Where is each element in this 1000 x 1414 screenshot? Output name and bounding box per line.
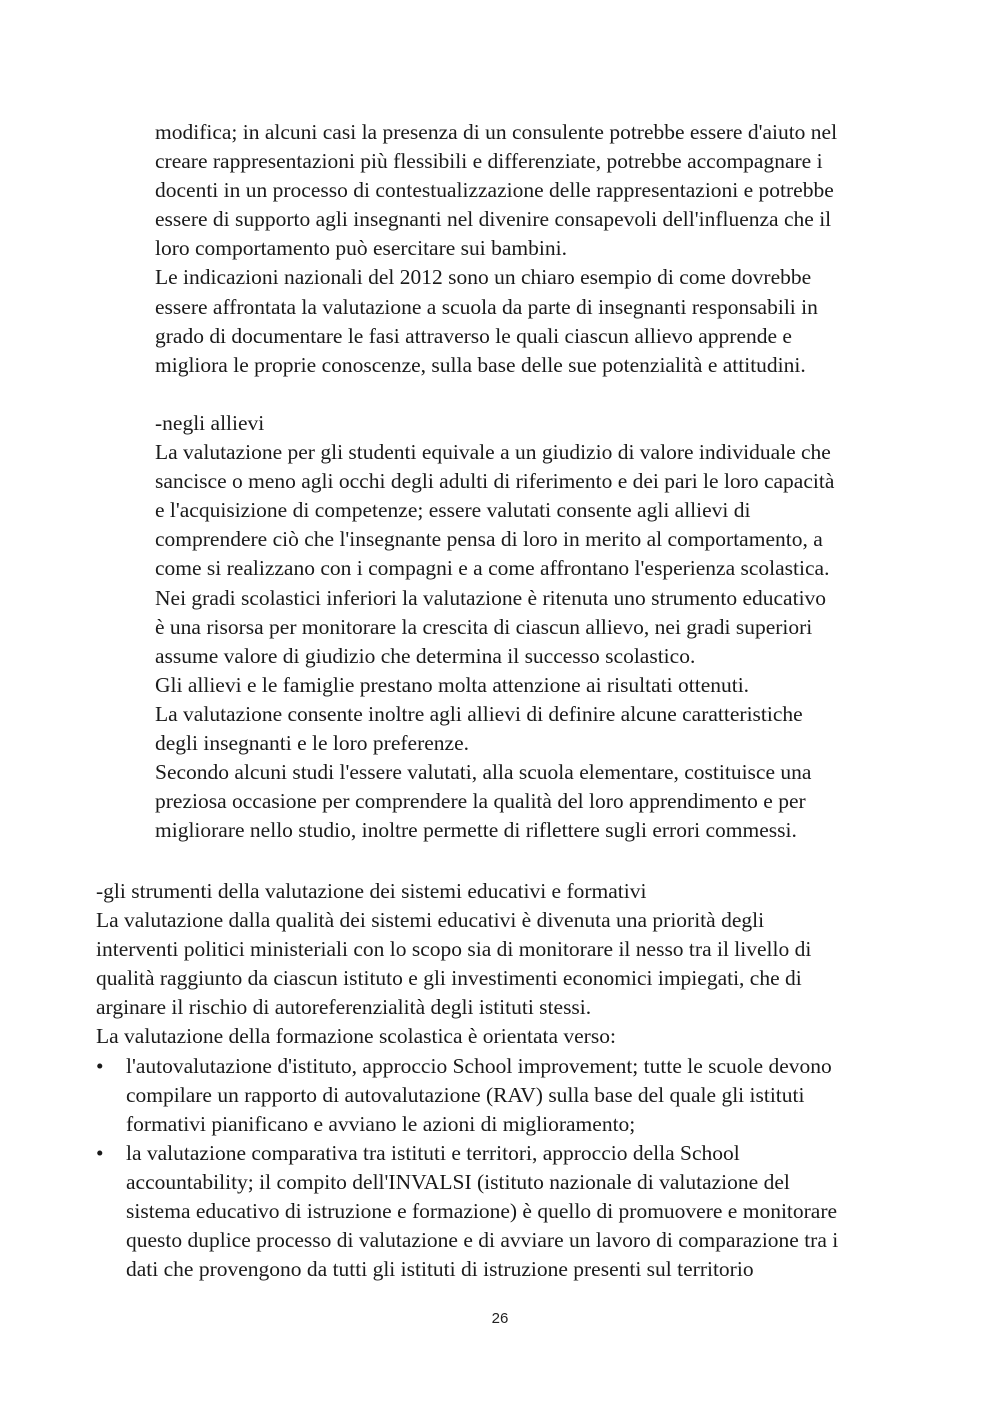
- text-line: preziosa occasione per comprendere la qualità del loro apprendimento e per: [155, 789, 806, 814]
- text-line: formativi pianificano e avviano le azioni di miglioramento;: [126, 1111, 636, 1136]
- page-number: 26: [491, 1310, 509, 1327]
- text-line: assume valore di giudizio che determina il successo scolastico.: [155, 643, 696, 668]
- text-line: creare rappresentazioni più flessibili e differenziate, potrebbe accompagnare i: [155, 149, 823, 174]
- text-line: essere affrontata la valutazione a scuola da parte di insegnanti responsabili in: [155, 294, 818, 319]
- text-line: dati che provengono da tutti gli istituti di istruzione presenti sul territorio: [126, 1257, 754, 1282]
- text-line: docenti in un processo di contestualizzazione delle rappresentazioni e potrebbe: [155, 178, 834, 203]
- teachers-section: [155, 118, 915, 845]
- text-line: e l'acquisizione di competenze; essere valutati consente agli allievi di: [155, 498, 751, 523]
- text-line: accountability; il compito dell'INVALSI (istituto nazionale di valutazione del: [126, 1169, 790, 1194]
- bullet-item-comparative-evaluation: [96, 1139, 916, 1284]
- section-heading-tools: -gli strumenti della valutazione dei sistemi educativi e formativi: [96, 879, 647, 903]
- text-line: grado di documentare le fasi attraverso le quali ciascun allievo apprende e: [155, 323, 792, 348]
- text-line: migliorare nello studio, inoltre permette di riflettere sugli errori commessi.: [155, 818, 797, 843]
- text-line: Gli allievi e le famiglie prestano molta attenzione ai risultati ottenuti.: [155, 672, 750, 697]
- text-line: Le indicazioni nazionali del 2012 sono un chiaro esempio di come dovrebbe: [155, 265, 812, 290]
- text-line: migliora le proprie conoscenze, sulla base delle sue potenzialità e attitudini.: [155, 352, 806, 377]
- text-line: qualità raggiunto da ciascun istituto e gli investimenti economici impiegati, che di: [96, 966, 802, 991]
- text-line: La valutazione per gli studenti equivale a un giudizio di valore individuale che: [155, 440, 831, 465]
- bullet-item-self-evaluation: [96, 1052, 916, 1139]
- text-line: sancisce o meno agli occhi degli adulti di riferimento e dei pari le loro capacità: [155, 469, 835, 494]
- text-line: La valutazione della formazione scolastica è orientata verso:: [96, 1024, 616, 1049]
- text-line: La valutazione dalla qualità dei sistemi educativi è divenuta una priorità degli: [96, 908, 765, 933]
- text-line: arginare il rischio di autoreferenzialità degli istituti stessi.: [96, 995, 592, 1020]
- text-line: l'autovalutazione d'istituto, approccio School improvement; tutte le scuole devono: [126, 1053, 832, 1078]
- text-line: Nei gradi scolastici inferiori la valutazione è ritenuta uno strumento educativo: [155, 585, 827, 610]
- text-line: interventi politici ministeriali con lo scopo sia di monitorare il nesso tra il livello di: [96, 937, 812, 962]
- text-line: come si realizzano con i compagni e a come affrontano l'esperienza scolastica.: [155, 556, 830, 581]
- text-line: modifica; in alcuni casi la presenza di un consulente potrebbe essere d'aiuto nel: [155, 120, 838, 144]
- text-line: comprendere ciò che l'insegnante pensa di loro in merito al comportamento, a: [155, 527, 823, 552]
- text-line: è una risorsa per monitorare la crescita di ciascun allievo, nei gradi superiori: [155, 614, 813, 639]
- text-line: La valutazione consente inoltre agli allievi di definire alcune caratteristiche: [155, 701, 803, 726]
- text-line: la valutazione comparativa tra istituti e territori, approccio della School: [126, 1140, 740, 1165]
- tools-section: [96, 877, 916, 1284]
- bullet-icon: •: [96, 1140, 104, 1165]
- text-line: compilare un rapporto di autovalutazione (RAV) sulla base del quale gli istituti: [126, 1082, 805, 1107]
- text-line: degli insegnanti e le loro preferenze.: [155, 730, 469, 755]
- text-line: Secondo alcuni studi l'essere valutati, alla scuola elementare, costituisce una: [155, 760, 812, 785]
- paragraph-gap: [155, 380, 915, 409]
- text-line: sistema educativo di istruzione e formazione) è quello di promuovere e monitorare: [126, 1199, 838, 1224]
- bullet-icon: •: [96, 1053, 104, 1078]
- text-line: loro comportamento può esercitare sui bambini.: [155, 236, 567, 261]
- text-line: questo duplice processo di valutazione e di avviare un lavoro di comparazione tra i: [126, 1228, 839, 1253]
- text-line: essere di supporto agli insegnanti nel divenire consapevoli dell'influenza che il: [155, 207, 832, 232]
- section-heading-students: -negli allievi: [155, 410, 265, 435]
